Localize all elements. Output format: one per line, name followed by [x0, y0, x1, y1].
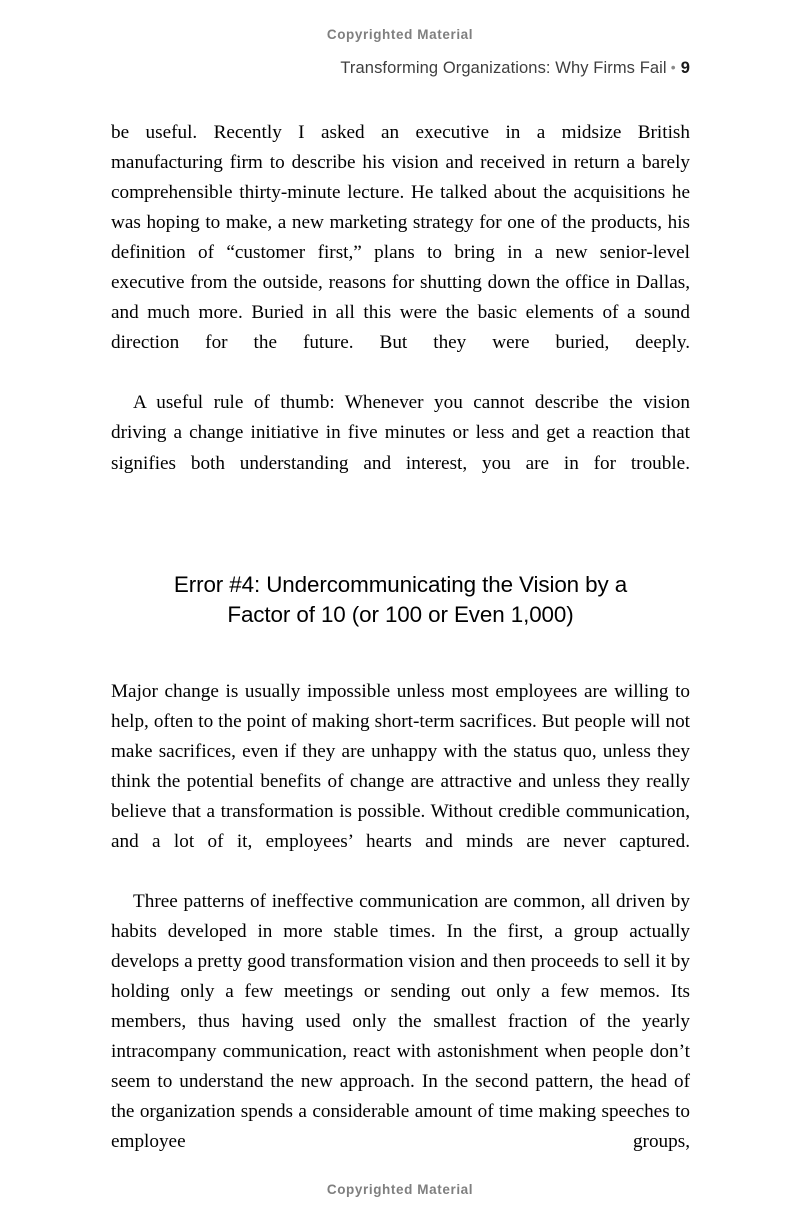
bullet-separator-icon: •	[670, 59, 676, 75]
running-head	[111, 59, 690, 78]
paragraph-major-change: Major change is usually impossible unless most employees are willing to help, often to the point of making short-term sacrifices. But people will not make sacrifices, even if they are unhappy with the status quo, unless they think the potential benefits of change are attractive and unless they really believe that a transformation is possible. Without credible communication, and a lot of it, employees’ hearts and minds are never captured.	[111, 680, 690, 852]
copyright-watermark-bottom: Copyrighted Material	[326, 1182, 474, 1197]
section-heading	[111, 570, 690, 630]
text-column	[111, 118, 690, 1187]
paragraph-continuation: be useful. Recently I asked an executive in a midsize British manufacturing firm to describe his vision and received in return a barely comprehensible thirty-minute lecture. He talked about the acquisitions he was hoping to make, a new marketing strategy for one of the products, his definition of “customer first,” plans to bring in a new senior-level executive from the outside, reasons for shutting down the office in Dallas, and much more. Buried in all this were the basic elements of a sound direction for the future. But they were buried, deeply.	[111, 122, 690, 354]
running-head-title: Transforming Organizations: Why Firms Fail	[340, 59, 667, 77]
section-heading-line-1: Error #4: Undercommunicating the Vision by a	[173, 571, 628, 597]
paragraph-rule-of-thumb: A useful rule of thumb: Whenever you cannot describe the vision driving a change initiative in five minutes or less and get a reaction that signifies both understanding and interest, you are in for trouble.	[111, 392, 690, 474]
page-number: 9	[680, 59, 690, 77]
copyright-watermark-top: Copyrighted Material	[326, 27, 474, 42]
section-heading-line-2: Factor of 10 (or 100 or Even 1,000)	[227, 601, 574, 627]
paragraph-three-patterns: Three patterns of ineffective communication are common, all driven by habits developed in more stable times. In the first, a group actually develops a pretty good transformation vision and then proceeds to sell it by holding only a few meetings or sending out only a few memos. Its members, thus having used only the smallest fraction of the yearly intracompany communication, react with astonishment when people don’t seem to understand the new approach. In the second pattern, the head of the organization spends a considerable amount of time making speeches to employee groups,	[111, 890, 690, 1153]
